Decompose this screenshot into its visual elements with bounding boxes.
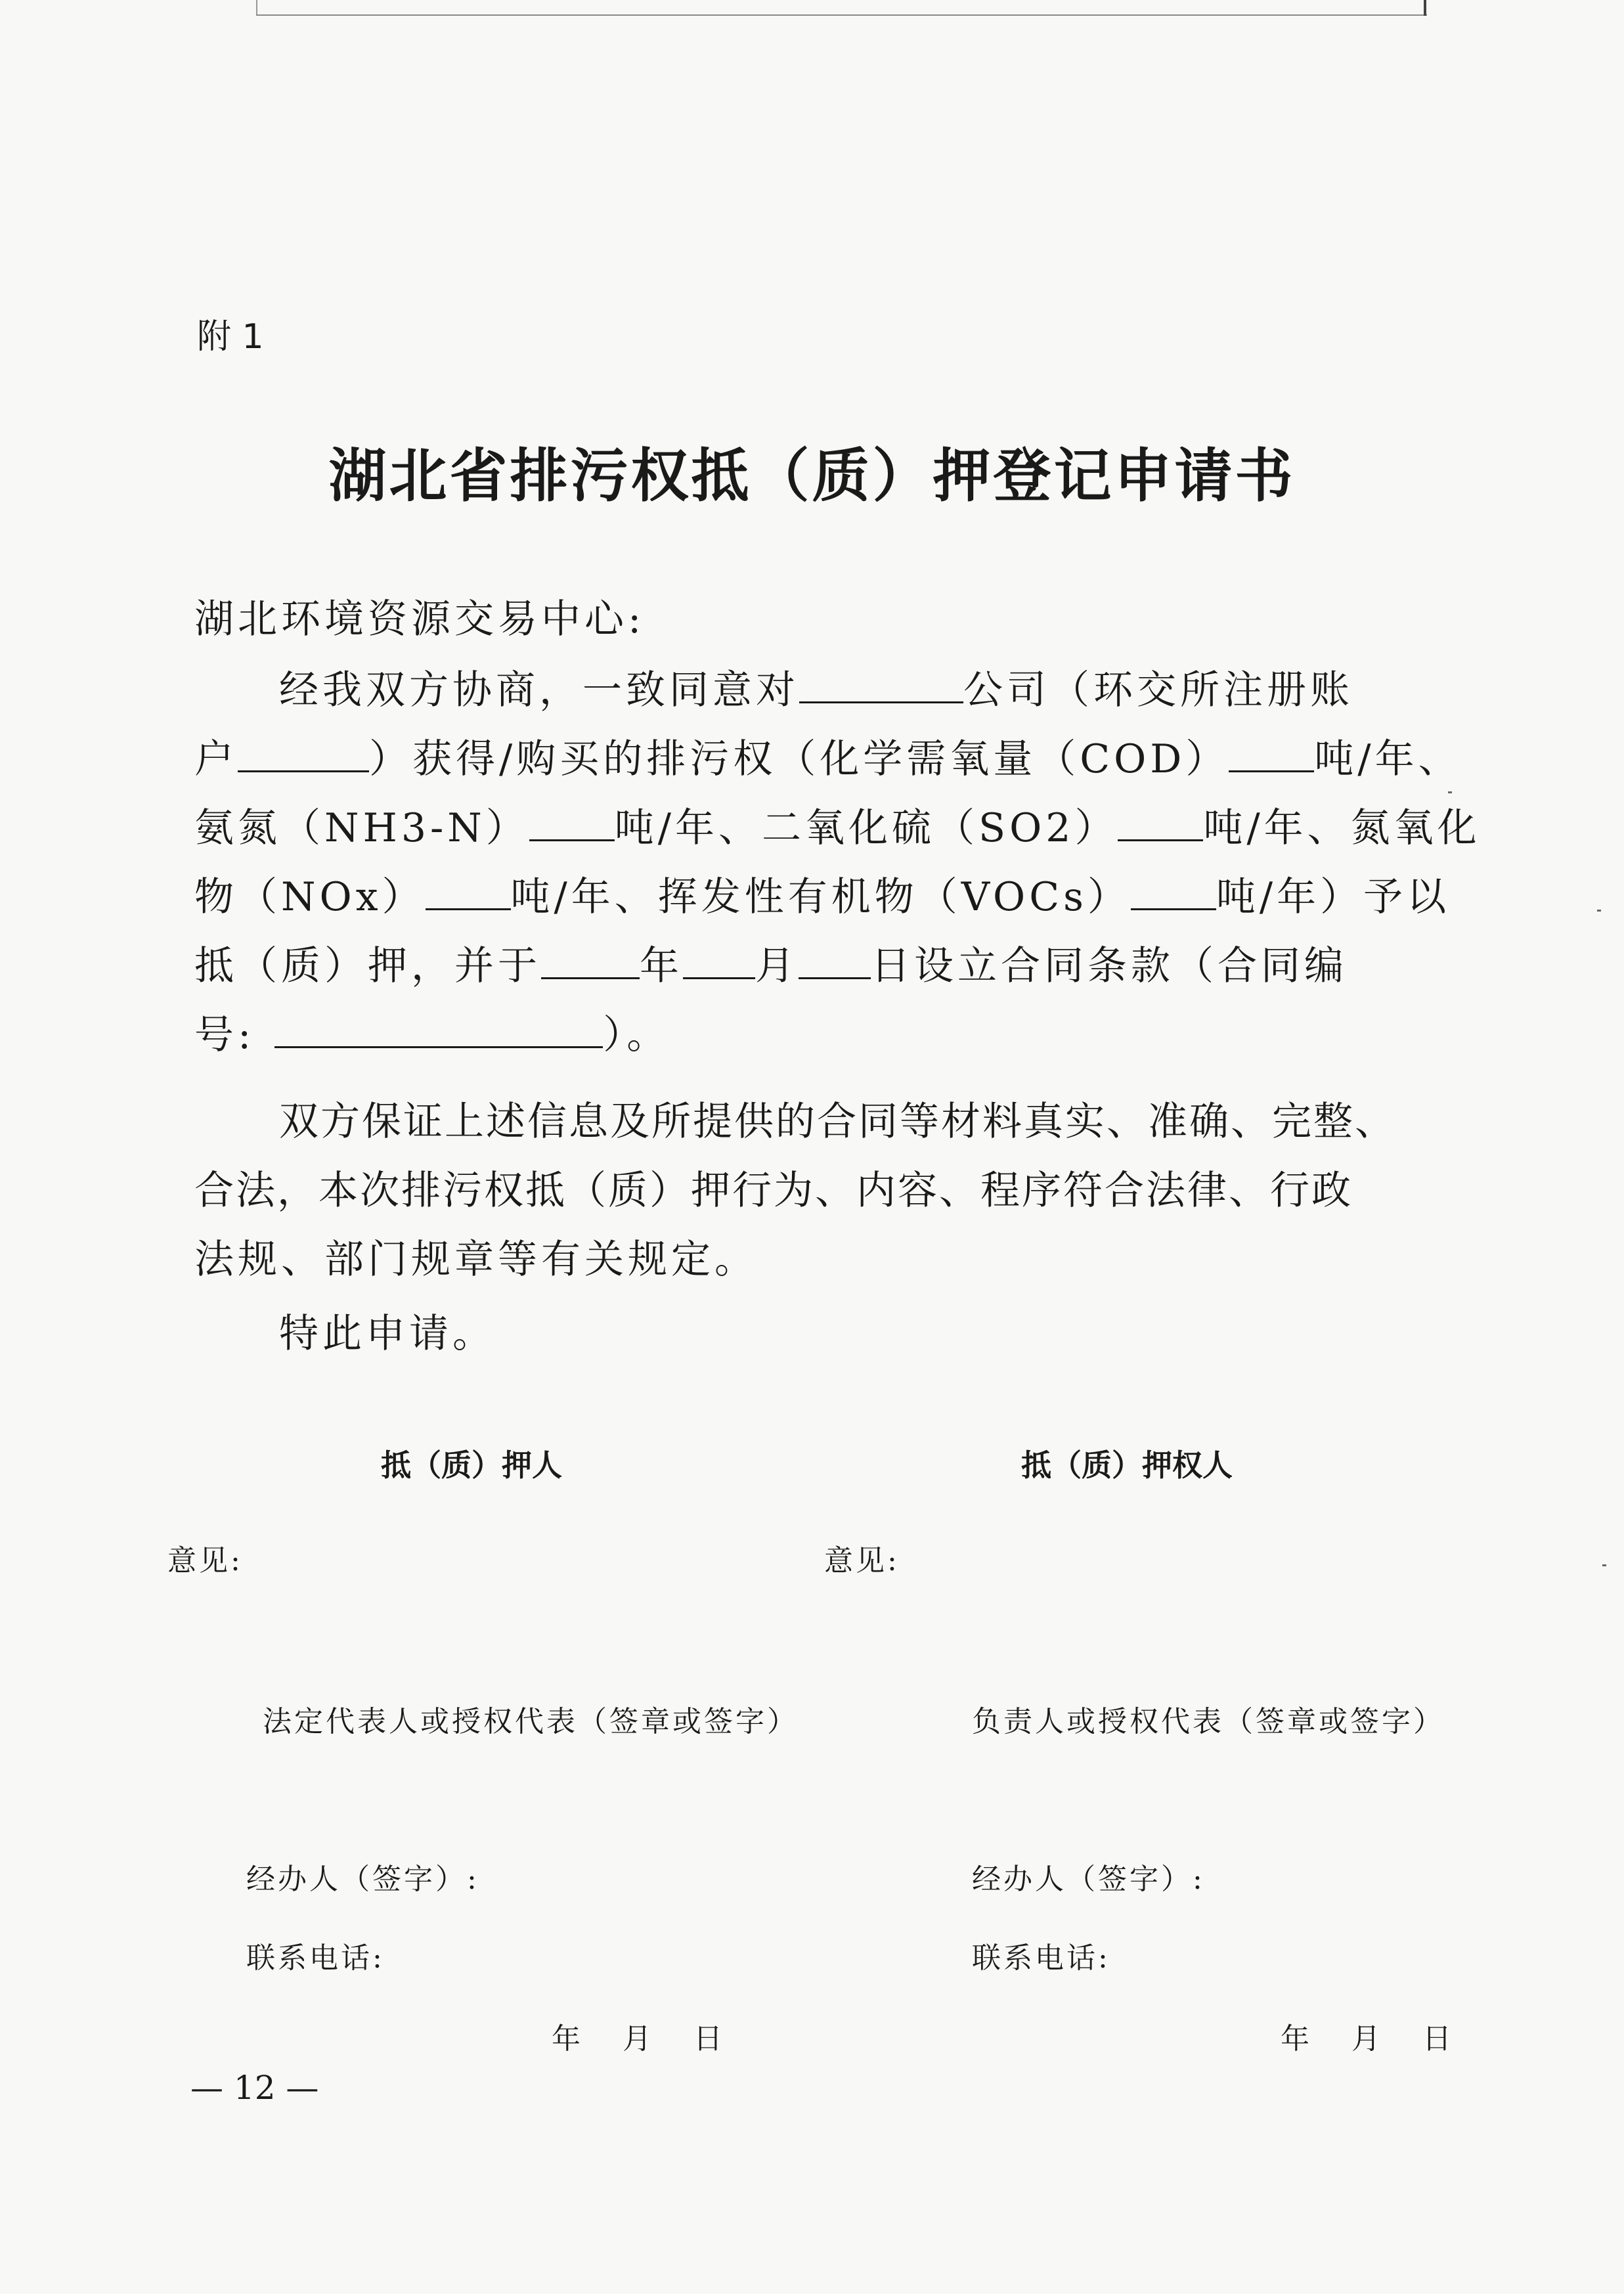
para1-line3 xyxy=(194,797,1481,853)
pledgee-heading: 抵（质）押权人 xyxy=(1021,1447,1233,1483)
text-segment: 抵（质）押，并于 xyxy=(194,943,541,989)
text-segment: ）获得/购买的排污权（化学需氧量（COD） xyxy=(369,736,1229,782)
text-segment: 吨/年、挥发性有机物（VOCs） xyxy=(510,874,1131,920)
page-number: — 12 — xyxy=(190,2069,319,2107)
text-segment: 吨/年、 xyxy=(1314,736,1462,782)
document-title: 湖北省排污权抵（质）押登记申请书 xyxy=(328,441,1296,510)
year-blank[interactable] xyxy=(541,939,640,979)
cod-blank[interactable] xyxy=(1229,732,1314,772)
para1-line6 xyxy=(194,1004,670,1060)
para2-line1: 双方保证上述信息及所提供的合同等材料真实、准确、完整、 xyxy=(279,1099,1396,1145)
scan-edge-mark xyxy=(256,0,257,14)
scan-top-border xyxy=(256,0,1427,16)
scan-speck xyxy=(1602,1564,1606,1566)
text-segment: 公司（环交所注册账 xyxy=(963,667,1353,713)
scan-speck xyxy=(1597,910,1601,912)
month-blank[interactable] xyxy=(683,939,755,979)
day-blank[interactable] xyxy=(799,939,871,979)
text-segment: 吨/年、氮氧化 xyxy=(1203,805,1481,851)
pledgee-phone-label: 联系电话: xyxy=(972,1941,1110,1975)
text-segment: 经我双方协商，一致同意对 xyxy=(279,667,799,713)
pledgee-signatory-label: 负责人或授权代表（签章或签字） xyxy=(972,1705,1445,1738)
text-segment: 吨/年、二氧化硫（SO2） xyxy=(614,805,1118,851)
pledgor-date-label: 年 月 日 xyxy=(552,2022,729,2056)
addressee: 湖北环境资源交易中心: xyxy=(194,596,646,642)
text-segment: 户 xyxy=(194,736,238,782)
text-segment: 号: xyxy=(194,1012,255,1058)
para1-line2 xyxy=(194,728,1462,784)
closing-line: 特此申请。 xyxy=(279,1311,496,1357)
para2-line2: 合法，本次排污权抵（质）押行为、内容、程序符合法律、行政 xyxy=(194,1168,1353,1214)
pledgee-opinion-label: 意见: xyxy=(824,1544,900,1577)
nh3n-blank[interactable] xyxy=(529,801,615,841)
text-segment: 吨/年）予以 xyxy=(1216,874,1451,920)
text-segment: 年 xyxy=(640,943,683,989)
nox-blank[interactable] xyxy=(426,870,511,910)
text-segment: ）。 xyxy=(603,1012,670,1058)
pledgor-handler-label: 经办人（签字）: xyxy=(246,1863,479,1896)
pledgor-opinion-label: 意见: xyxy=(167,1544,243,1577)
vocs-blank[interactable] xyxy=(1131,870,1216,910)
account-blank[interactable] xyxy=(238,732,369,772)
para1-line1 xyxy=(279,659,1353,715)
so2-blank[interactable] xyxy=(1118,801,1203,841)
para1-line5 xyxy=(194,935,1348,991)
pledgee-date-label: 年 月 日 xyxy=(1281,2022,1458,2056)
pledgee-handler-label: 经办人（签字）: xyxy=(972,1863,1205,1896)
para2-line3: 法规、部门规章等有关规定。 xyxy=(194,1237,758,1283)
text-segment: 物（NOx） xyxy=(194,874,426,920)
text-segment: 日设立合同条款（合同编 xyxy=(871,943,1348,989)
contract-number-blank[interactable] xyxy=(274,1008,603,1048)
scan-speck xyxy=(1448,791,1452,793)
pledgor-heading: 抵（质）押人 xyxy=(381,1447,562,1483)
pledgor-phone-label: 联系电话: xyxy=(246,1941,385,1975)
text-segment: 氨氮（NH3-N） xyxy=(194,805,529,851)
text-segment: 月 xyxy=(755,943,799,989)
scan-edge-mark xyxy=(1424,0,1426,16)
annex-label: 附 1 xyxy=(197,317,264,357)
pledgor-signatory-label: 法定代表人或授权代表（签章或签字） xyxy=(263,1705,799,1738)
company-blank[interactable] xyxy=(799,663,963,703)
para1-line4 xyxy=(194,866,1450,922)
